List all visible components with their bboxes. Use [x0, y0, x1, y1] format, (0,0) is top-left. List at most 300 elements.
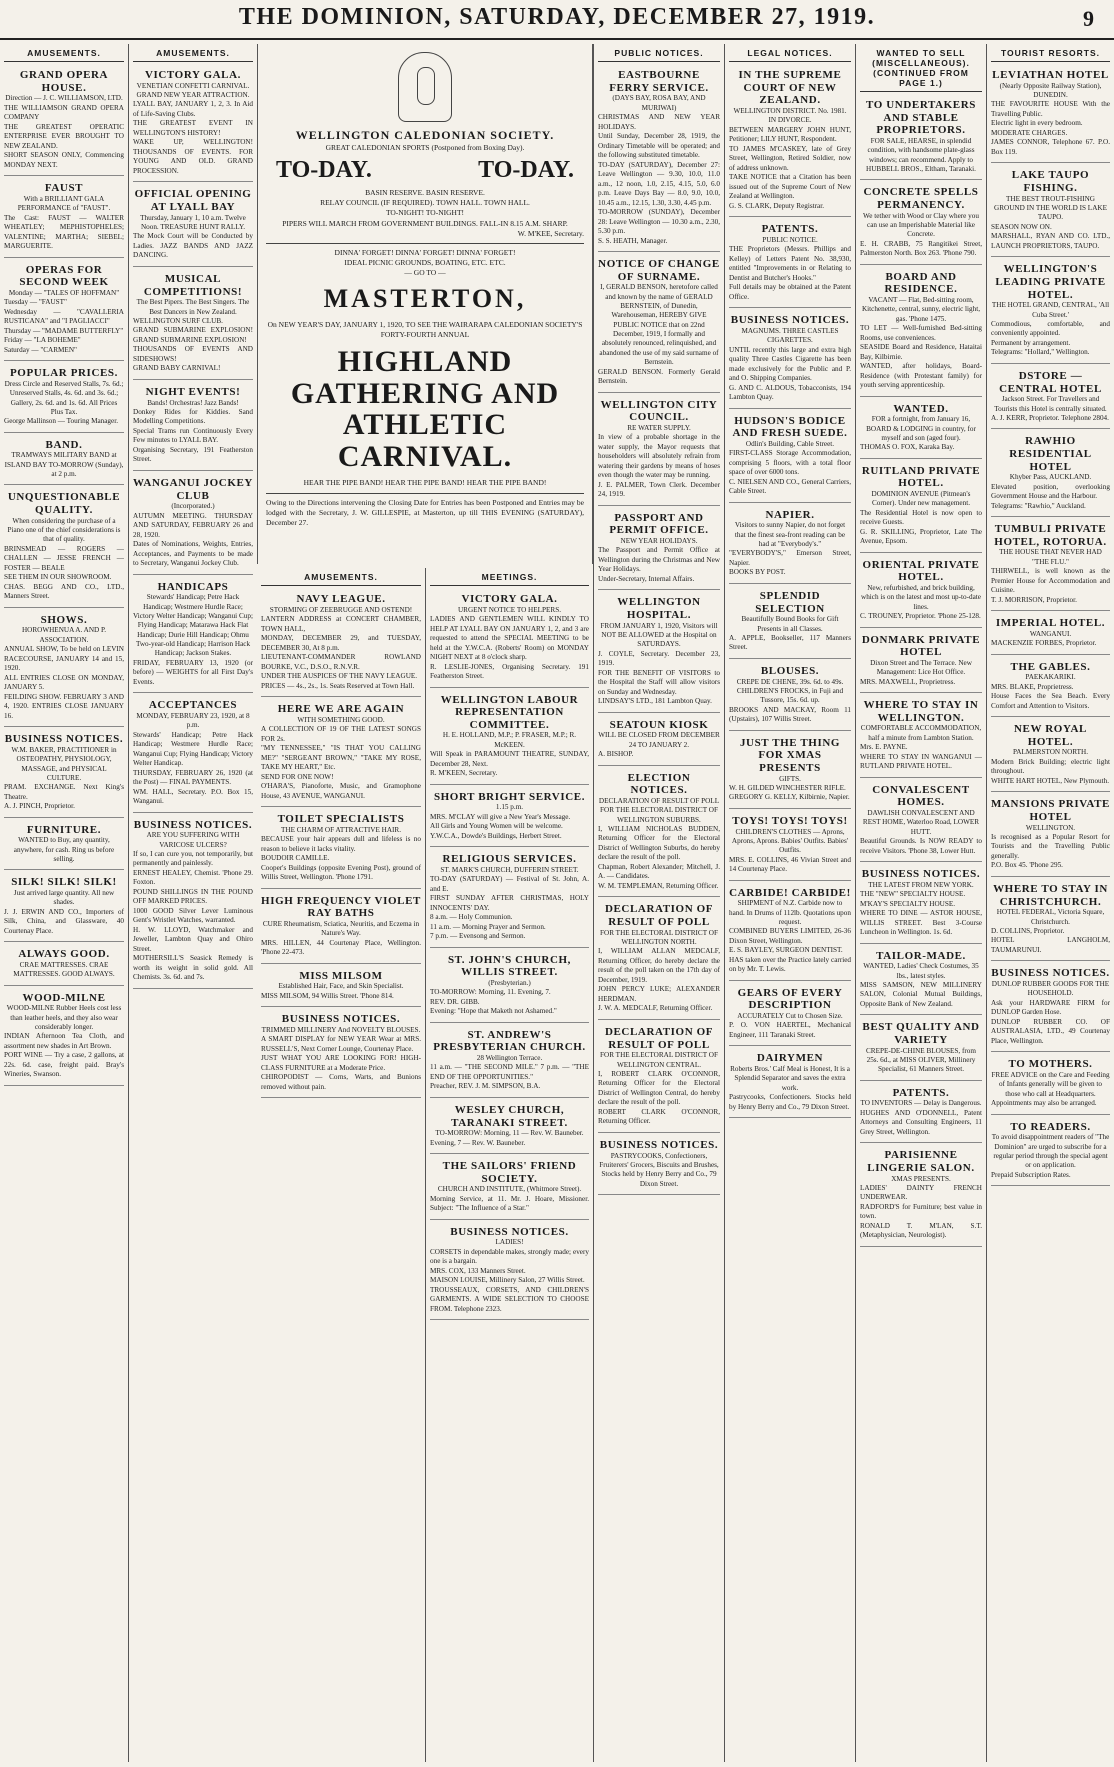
- advertisement-heading: BLOUSES.: [760, 664, 820, 677]
- advertisement-text: Chapman, Robert Alexander; Mitchell, J. A. — Candidates.: [598, 862, 720, 881]
- advertisement-heading: VICTORY GALA.: [461, 593, 558, 605]
- subcolumns-column: [425, 568, 593, 1762]
- advertisement: [4, 821, 124, 871]
- advertisement-text: If so, I can cure you, not temporarily, but permanently and painlessly.: [133, 849, 253, 868]
- advertisement-text: TO-DAY (SATURDAY) — Festival of St. John, A. and E.: [430, 875, 589, 893]
- advertisement-heading: BUSINESS NOTICES.: [450, 1225, 569, 1238]
- advertisement-text: C. TROUNEY, Proprietor. 'Phone 25-128.: [860, 612, 981, 621]
- society-crest-icon: [398, 52, 452, 122]
- advertisement: [729, 1049, 851, 1118]
- columns-column: [0, 44, 128, 1762]
- advertisement-text: S. S. HEATH, Manager.: [598, 236, 668, 245]
- advertisement-text: WELLINGTON.: [1025, 823, 1076, 832]
- advertisement-text: Evening: "Hope that Maketh not Ashamed.": [430, 1007, 557, 1016]
- advertisement-text: BOOKS BY POST.: [729, 568, 786, 577]
- page-number: 9: [1083, 6, 1094, 31]
- center-sub-columns: [257, 568, 593, 1762]
- today-banner: [276, 157, 574, 184]
- advertisement-text: WANTED to Buy, any quantity, anywhere, for cash. Ring us before selling.: [13, 836, 115, 864]
- advertisement-text: HOTEL FEDERAL, Victoria Square, Christchurch.: [996, 908, 1105, 926]
- advertisement-heading: PATENTS.: [892, 1086, 950, 1099]
- advertisement-text: FROM JANUARY 1, 1920, Visitors will NOT BE ALLOWED at the Hospital on SATURDAYS.: [600, 621, 718, 649]
- advertisement-heading: RELIGIOUS SERVICES.: [442, 853, 577, 866]
- advertisement-text: J. J. ERWIN AND CO., Importers of Silk, China, and Glassware, 40 Courtenay Place.: [4, 907, 124, 935]
- advertisement-heading: OPERAS FOR SECOND WEEK: [19, 263, 109, 289]
- advertisement-text: FIRST-CLASS Storage Accommodation, comprising 5 floors, with a total floor space of over 6000 tons.: [729, 449, 851, 477]
- dinna-forget: DINNA' FORGET! DINNA' FORGET! DINNA' FORGET!: [334, 247, 516, 257]
- advertisement-text: P.O. Box 45. 'Phone 295.: [991, 861, 1063, 870]
- advertisement: [991, 614, 1110, 655]
- advertisement-text: Y.W.C.A., Dowde's Buildings, Herbert Street.: [430, 831, 562, 840]
- advertisement-text: THURSDAY, FEBRUARY 26, 1920 (at the Post) — FINAL PAYMENTS.: [133, 768, 253, 787]
- advertisement: [430, 1026, 589, 1098]
- advertisement-text: ACCURATELY Cut to Chosen Size.: [737, 1012, 843, 1021]
- advertisement-text: (Nearly Opposite Railway Station), DUNEDIN.: [999, 81, 1102, 99]
- column-heading: MEETINGS.: [430, 570, 589, 586]
- advertisement: [991, 880, 1110, 962]
- advertisement-text: Permanent by arrangement.: [991, 338, 1071, 347]
- advertisement-heading: WANGANUI JOCKEY CLUB: [133, 476, 253, 502]
- advertisement: [860, 1018, 982, 1080]
- advertisement: [598, 900, 720, 1020]
- advertisement-heading: TUMBULI PRIVATE HOTEL, ROTORUA.: [994, 523, 1107, 548]
- advertisement-text: TO-MORROW: Morning, 11 — Rev. W. Bauneber.: [435, 1129, 584, 1138]
- advertisement-text: Jackson Street. For Travellers and Tourists this Hotel is centrally situated.: [994, 395, 1107, 413]
- advertisement-heading: CARBIDE! CARBIDE!: [729, 886, 851, 899]
- advertisement-text: Established Hair, Face, and Skin Specialist.: [278, 982, 404, 991]
- advertisement-text: (Incorporated.): [171, 502, 215, 511]
- advertisement-heading: BUSINESS NOTICES.: [861, 868, 981, 881]
- advertisement-text: MARSHALL, RYAN AND CO. LTD., LAUNCH PROPRIETORS, TAUPO.: [991, 232, 1110, 250]
- advertisement-heading: ACCEPTANCES: [148, 699, 238, 712]
- advertisement: [860, 696, 982, 778]
- advertisement-heading: EASTBOURNE FERRY SERVICE.: [609, 69, 709, 94]
- advertisement-heading: WELLINGTON CITY COUNCIL.: [600, 398, 718, 424]
- advertisement-text: 7 p.m. — Evensong and Sermon.: [430, 932, 526, 941]
- advertisement-heading: WOOD-MILNE: [22, 991, 106, 1004]
- advertisement-text: Monday — "TALES OF HOFFMAN": [8, 288, 120, 297]
- advertisement: [133, 696, 253, 812]
- advertisement-text: THOMAS O. FOX, Karaka Bay.: [860, 443, 955, 452]
- advertisement: [261, 967, 421, 1008]
- advertisement-text: G. R. SKILLING, Proprietor, Late The Avenue, Epsom.: [860, 527, 982, 546]
- divider: [266, 493, 584, 494]
- advertisement-text: R. M'KEEN, Secretary.: [430, 769, 498, 778]
- advertisement-text: J. W. A. MEDCALF, Returning Officer.: [598, 1004, 713, 1013]
- advertisement-text: Thursday, January 1, 10 a.m. Twelve Noon. TREASURE HUNT RALLY.: [140, 213, 246, 231]
- advertisement: [133, 270, 253, 380]
- advertisement-text: WITH SOMETHING GOOD.: [297, 715, 385, 724]
- advertisement: [4, 873, 124, 942]
- column-heading: AMUSEMENTS.: [133, 46, 253, 62]
- advertisement-heading: JUST THE THING FOR XMAS PRESENTS: [739, 736, 841, 774]
- advertisement-heading: RAWHIO RESIDENTIAL HOTEL: [1009, 435, 1092, 473]
- advertisement-text: I, GERALD BENSON, heretofore called and known by the name of GERALD BERNSTEIN, of Dunedin, Warehouseman, HEREBY GIVE PUBLIC NOTICE that on 22nd December, 1919, I formally and absolutely renounced, relinquished, and abandoned the use of my said surname of Bernstein.: [599, 283, 719, 367]
- pipers-line: PIPERS WILL MARCH FROM GOVERNMENT BUILDINGS. FALL-IN 8.15 A.M. SHARP.: [282, 218, 568, 228]
- advertisement-text: PASTRYCOOKS, Confectioners, Fruiterers' Grocers, Biscuits and Brushes, Stocks held by Henry Berry and Co., 79 Dixon Street.: [599, 1151, 719, 1188]
- advertisement: [598, 769, 720, 898]
- advertisement-text: WAKE UP, WELLINGTON! THOUSANDS OF EVENTS. FOR YOUNG AND OLD. GRAND PROCESSION.: [133, 138, 253, 175]
- advertisement: [991, 520, 1110, 611]
- advertisement-text: ALL ENTRIES CLOSE ON MONDAY, JANUARY 5.: [4, 673, 124, 692]
- advertisement-text: CORSETS in dependable makes, strongly made; every one is a bargain.: [430, 1247, 589, 1266]
- advertisement: [729, 220, 851, 308]
- entries-directions: Owing to the Directions intervening the Closing Date for Entries has been Postponed and Entries may be lodged with the Secretary, J. W. GILLESPIE, at Masterton, up till THIS EVENING (SATURDAY), December 27.: [266, 497, 584, 527]
- advertisement-text: Elevated position, overlooking Government House and the Harbour.: [991, 482, 1110, 501]
- advertisement-text: WHITE HART HOTEL, New Plymouth.: [991, 776, 1110, 785]
- advertisement: [598, 716, 720, 766]
- advertisement-text: House Faces the Sea Beach. Every Comfort and Attention to Visitors.: [991, 692, 1110, 710]
- advertisement-text: MRS. E. COLLINS, 46 Vivian Street and 14 Courtenay Place.: [729, 855, 851, 874]
- advertisement-text: FOR SALE, HEARSE, in splendid condition, with handsome plate-glass windows; can recommend. Apply to HUBBELL BROS., Eltham, Taranaki.: [866, 136, 976, 173]
- advertisement-text: Friday — "LA BOHEME": [4, 336, 81, 345]
- advertisement: [860, 1084, 982, 1144]
- advertisement-text: Dress Circle and Reserved Stalls, 7s. 6d.; Unreserved Stalls, 4s. 6d. and 3s. 6d.; Gallery, 2s. 6d. and 1s. 6d. All Prices Plus Tax.: [4, 379, 124, 416]
- advertisement-text: WM. HALL, Secretary. P.O. Box 15, Wanganui.: [133, 787, 253, 806]
- advertisement-text: MISS MILSOM, 94 Willis Street. 'Phone 814.: [261, 991, 394, 1000]
- advertisement-text: FRIDAY, FEBRUARY 13, 1920 (or before) — WEIGHTS for all First Day's Events.: [133, 658, 253, 686]
- advertisement-text: THE "NEW" SPECIALTY HOUSE.: [860, 890, 966, 899]
- advertisement-text: H. E. HOLLAND, M.P.; P. FRASER, M.P.; R. McKEEN.: [442, 731, 577, 749]
- advertisement-heading: SHOWS.: [40, 613, 88, 626]
- advertisement-text: SEASON NOW ON.: [991, 222, 1052, 231]
- advertisement: [991, 1118, 1110, 1187]
- advertisement: [860, 631, 982, 694]
- advertisement-heading: PATENTS.: [761, 223, 819, 236]
- advertisement-heading: SEATOUN KIOSK: [609, 718, 709, 731]
- advertisement: [598, 66, 720, 252]
- advertisement-text: (DAYS BAY, ROSA BAY, AND MURIWAI): [612, 94, 706, 112]
- advertisement-text: FOR THE ELECTORAL DISTRICT OF WELLINGTON NORTH.: [600, 928, 718, 947]
- advertisement-text: VACANT — Flat, Bed-sitting room, Kitchenette, central, sunny, electric light, gas. 'Phone 1475.: [861, 296, 981, 323]
- masterton-heading: MASTERTON,: [323, 284, 527, 314]
- advertisement-text: When considering the purchase of a Piano one of the chief considerations is that of quality.: [7, 516, 121, 544]
- column-heading: TOURIST RESORTS.: [991, 46, 1110, 62]
- advertisement: [430, 951, 589, 1023]
- advertisement-heading: PASSPORT AND PERMIT OFFICE.: [609, 511, 709, 537]
- advertisement-text: ARE YOU SUFFERING WITH VARICOSE ULCERS?: [146, 831, 240, 849]
- advertisement: [860, 947, 982, 1016]
- highland-gathering-heading: HIGHLAND GATHERING AND ATHLETIC CARNIVAL.: [290, 345, 560, 473]
- advertisement-text: THE BEST TROUT-FISHING GROUND IN THE WORLD IS LAKE TAUPO.: [994, 194, 1107, 222]
- caledonian-society-advert: [257, 44, 593, 564]
- advertisement-text: WHERE TO DINE — ASTOR HOUSE, WILLIS STREET. Best 3-Course Luncheon in Wellington. 1s. 6d.: [860, 909, 982, 937]
- advertisement-text: Electric light in every bedroom.: [991, 119, 1083, 128]
- advertisement-heading: IN THE SUPREME COURT OF NEW ZEALAND.: [738, 69, 842, 107]
- advertisement-text: CREPE DE CHENE, 39s. 6d. to 49s. CHILDREN'S FROCKS, in Fuji and Tussore, 15s. 6d. up.: [736, 677, 844, 705]
- advertisement-text: R. LESLIE-JONES, Organising Secretary. 191 Featherston Street.: [430, 662, 589, 680]
- advertisement-heading: WHERE TO STAY IN WELLINGTON.: [863, 699, 979, 724]
- advertisement-text: GREGORY G. KELLY, Kilbirnie, Napier.: [729, 793, 850, 802]
- advertisement: [598, 509, 720, 591]
- advertisement: [991, 432, 1110, 517]
- advertisement-text: Direction — J. C. WILLIAMSON, LTD.: [5, 94, 123, 103]
- advertisement: [991, 720, 1110, 792]
- advertisement: [133, 383, 253, 471]
- advertisement-text: Modern Brick Building; electric light throughout.: [991, 757, 1110, 776]
- advertisement: [729, 506, 851, 584]
- newspaper-title: THE DOMINION, SATURDAY, DECEMBER 27, 1919.: [238, 4, 876, 30]
- advertisement-text: D. COLLINS, Proprietor.: [991, 926, 1065, 935]
- advertisement-text: UNTIL recently this large and extra high quality Three Castles Cigarette has been made exclusively for the Public and P. and O. Shipping Companies.: [729, 345, 851, 382]
- advertisement-heading: WANTED.: [893, 402, 949, 415]
- advertisement-text: LINDSAY'S LTD., 181 Lambton Quay.: [598, 697, 712, 706]
- advertisement: [991, 1055, 1110, 1114]
- advertisement: [729, 587, 851, 659]
- advertisement-heading: BEST QUALITY AND VARIETY: [862, 1021, 980, 1047]
- advertisement-text: MACKENZIE FORBES, Proprietor.: [991, 639, 1097, 648]
- advertisement-heading: BUSINESS NOTICES.: [281, 1013, 401, 1025]
- advertisement-text: M'KAY'S SPECIALTY HOUSE.: [860, 899, 956, 908]
- advertisement: [991, 658, 1110, 718]
- advertisement-text: THE WILLIAMSON GRAND OPERA COMPANY: [4, 103, 124, 122]
- advertisement-heading: ST. JOHN'S CHURCH, WILLIS STREET.: [447, 953, 572, 979]
- advertisement-text: THE CHARM OF ATTRACTIVE HAIR.: [281, 825, 401, 834]
- advertisement-text: TO LET — Well-furnished Bed-sitting Rooms, use conveniences.: [860, 324, 982, 342]
- advertisement-text: A. APPLE, Bookseller, 117 Manners Street.: [729, 633, 851, 652]
- advertisement-heading: ELECTION NOTICES.: [627, 771, 691, 797]
- advertisement-text: Dates of Nominations, Weights, Entries, Acceptances, and Payments to be made to Secretary, Wanganui Jockey Club.: [133, 540, 253, 567]
- advertisement-heading: UNQUESTIONABLE QUALITY.: [7, 491, 121, 517]
- advertisement-text: THE FAVOURITE HOUSE With the Travelling Public.: [991, 100, 1110, 118]
- advertisement-text: ERNEST HEALEY, Chemist. 'Phone 29. Foxton.: [133, 868, 253, 887]
- advertisement-text: WHERE TO STAY IN WANGANUI — RUTLAND PRIVATE HOTEL.: [860, 752, 982, 771]
- advertisement: [4, 66, 124, 176]
- advertisement-text: Commodious, comfortable, and conveniently appointed.: [991, 319, 1110, 338]
- advertisement: [261, 892, 421, 964]
- advertisement-text: CHIROPODIST — Corns, Warts, and Bunions removed without pain.: [261, 1073, 421, 1091]
- society-name: WELLINGTON CALEDONIAN SOCIETY.: [295, 128, 555, 142]
- advertisement: [430, 1157, 589, 1220]
- advertisement-text: JAMES CONNOR, Telephone 67. P.O. Box 119.: [991, 138, 1110, 156]
- column-heading: WANTED TO SELL (MISCELLANEOUS). (CONTINUED FROM PAGE 1.): [860, 46, 982, 92]
- advertisement-heading: CONVALESCENT HOMES.: [872, 783, 970, 809]
- advertisement-text: REV. DR. GIBB.: [430, 997, 480, 1006]
- advertisement-text: Until Sunday, December 28, 1919, the Ordinary Timetable will be operated; and the following substituted timetable.: [598, 132, 720, 159]
- advertisement-text: A SMART DISPLAY for NEW YEAR Wear at MRS. RUSSELL'S, Next Corner Lounge, Courtenay Place.: [261, 1035, 421, 1053]
- advertisement: [430, 850, 589, 948]
- advertisement-text: W.M. BAKER, PRACTITIONER in OSTEOPATHY, PHYSIOLOGY, MASSAGE, and PHYSICAL CULTURE.: [11, 745, 117, 782]
- advertisement: [4, 945, 124, 985]
- advertisement: [860, 462, 982, 553]
- advertisement-heading: LAKE TAUPO FISHING.: [1011, 169, 1090, 194]
- advertisement-text: "EVERYBODY'S," Emerson Street, Napier.: [729, 549, 851, 567]
- advertisement-heading: TO UNDERTAKERS AND STABLE PROPRIETORS.: [866, 99, 976, 137]
- advertisement-text: Saturday — "CARMEN": [4, 345, 77, 354]
- advertisement-heading: GRAND OPERA HOUSE.: [19, 69, 109, 94]
- advertisement-text: CHRISTMAS AND NEW YEAR HOLIDAYS.: [598, 113, 720, 131]
- advertisement-text: MAGNUMS. THREE CASTLES CIGARETTES.: [741, 326, 839, 345]
- advertisement-text: Preacher, REV. J. M. SIMPSON, B.A.: [430, 1082, 541, 1091]
- advertisement-text: "MY TENNESSEE," "IS THAT YOU CALLING ME?" "SERGEANT BROWN," "TAKE MY ROSE, TAKE MY HEART," Etc.: [261, 744, 421, 771]
- advertisement-heading: WELLINGTON LABOUR REPRESENTATION COMMITTEE.: [440, 693, 579, 731]
- advertisement: [598, 1136, 720, 1195]
- advertisement-text: G. AND C. ALDOUS, Tobacconists, 194 Lambton Quay.: [729, 383, 851, 401]
- advertisement-heading: CONCRETE SPELLS PERMANENCY.: [863, 186, 979, 211]
- advertisement-heading: VICTORY GALA.: [144, 69, 242, 81]
- advertisement-heading: NIGHT EVENTS!: [145, 385, 241, 398]
- advertisement-text: PRICES — 4s., 2s., 1s. Seats Reserved at Town Hall.: [261, 681, 415, 690]
- advertisement-text: AUTUMN MEETING. THURSDAY AND SATURDAY, FEBRUARY 26 and 28, 1920.: [133, 511, 253, 539]
- new-years-date: On NEW YEAR'S DAY, JANUARY 1, 1920, TO SEE THE WAIRARAPA CALEDONIAN SOCIETY'S FORTY-FOURTH ANNUAL: [267, 320, 583, 340]
- advertisement: [860, 781, 982, 862]
- advertisement-text: A. J. PINCH, Proprietor.: [4, 802, 75, 811]
- advertisement-text: GRAND BABY CARNIVAL!: [133, 364, 221, 373]
- advertisement-text: JUST WHAT YOU ARE LOOKING FOR! HIGH-CLASS FURNITURE at a Moderate Price.: [261, 1054, 421, 1072]
- advertisement: [4, 989, 124, 1086]
- advertisement: [598, 593, 720, 712]
- advertisement-text: Visitors to sunny Napier, do not forget that the finest sea-front reading can be had at "Everybody's.": [734, 521, 846, 548]
- advertisement-text: SHORT SEASON ONLY, Commencing MONDAY NEXT.: [4, 151, 124, 169]
- advertisement-heading: TOILET SPECIALISTS: [277, 813, 405, 825]
- advertisement-text: SEASIDE Board and Residence, Hataitai Bay, Kilbirnie.: [860, 343, 982, 361]
- advertisement-text: Prepaid Subscription Rates.: [991, 1170, 1071, 1179]
- advertisement: [991, 66, 1110, 163]
- column-heading: AMUSEMENTS.: [261, 570, 421, 586]
- advertisement-text: DUNLOP RUBBER CO. OF AUSTRALASIA, LTD., 49 Courtenay Place, Wellington.: [991, 1017, 1110, 1045]
- advertisement-text: MISS SAMSON, NEW MILLINERY SALON, Colonial Mutual Buildings, Opposite Bank of New Zealand.: [860, 980, 982, 1008]
- advertisement-text: C. NIELSEN AND CO., General Carriers, Cable Street.: [729, 477, 851, 496]
- advertisement-text: Stewards' Handicap; Petre Hack Handicap; Westmere Hurdle Race; Wanganui Cup; Flying Handicap; Victory Welter Handicap.: [133, 730, 253, 768]
- advertisement-text: LANTERN ADDRESS at CONCERT CHAMBER, TOWN HALL,: [261, 615, 421, 633]
- advertisement-text: 1.15 p.m.: [495, 803, 524, 812]
- advertisement: [991, 964, 1110, 1052]
- advertisement-text: BROOKS AND MACKAY, Room 11 (Upstairs), 107 Willis Street.: [729, 705, 851, 724]
- advertisement-text: Telegrams: "Rawhio," Auckland.: [991, 501, 1086, 510]
- advertisement-text: THE GREATEST OPERATIC ENTERPRISE EVER BROUGHT TO NEW ZEALAND.: [4, 122, 124, 150]
- advertisement-text: GERALD BENSON. Formerly Gerald Bernstein.: [598, 367, 720, 386]
- advertisement: [598, 396, 720, 506]
- advertisement-text: Khyber Pass, AUCKLAND.: [1009, 473, 1092, 482]
- advertisement-text: MONDAY, FEBRUARY 23, 1920, at 8 p.m.: [136, 711, 250, 730]
- advertisement-heading: WESLEY CHURCH, TARANAKI STREET.: [451, 1103, 568, 1129]
- advertisement: [261, 810, 421, 889]
- advertisement-heading: DSTORE — CENTRAL HOTEL: [999, 369, 1102, 395]
- advertisement-heading: ST. ANDREW'S PRESBYTERIAN CHURCH.: [433, 1028, 586, 1054]
- advertisement-heading: DECLARATION OF RESULT OF POLL: [604, 903, 714, 929]
- advertisement-text: TO JAMES M'CASKEY, late of Grey Street, Wellington, Retired Soldier, now of address unknown.: [729, 144, 851, 172]
- advertisement-text: The Best Pipers. The Best Singers. The Best Dancers in New Zealand.: [136, 298, 250, 316]
- advertisement-heading: TOYS! TOYS! TOYS!: [732, 814, 848, 827]
- advertisement-text: I, WILLIAM NICHOLAS BUDDEN, Returning Officer for the Electoral District of Wellington Suburbs, do hereby declare the result of the poll.: [598, 824, 720, 862]
- advertisement-text: THOUSANDS OF EVENTS AND SIDESHOWS!: [133, 345, 253, 363]
- advertisement-text: TO INVENTORS — Delay is Dangerous.: [860, 1099, 982, 1108]
- advertisement-text: ST. MARK'S CHURCH, DUFFERIN STREET.: [440, 865, 579, 874]
- advertisement-text: Special Trams run Continuously Every Few minutes to LYALL BAY.: [133, 426, 253, 445]
- advertisement-text: The Cast: FAUST — WALTER WHEATLEY; MEPHISTOPHELES; VALENTINE; MARTHA; SIEBEL; MARGUERITE.: [4, 213, 124, 250]
- advertisement: [4, 611, 124, 727]
- advertisement-heading: DECLARATION OF RESULT OF POLL: [604, 1025, 714, 1051]
- divider: [266, 243, 584, 244]
- advertisement-text: LADIES!: [495, 1238, 524, 1247]
- advertisement-text: FREE ADVICE on the Care and Feeding of Infants generally will be given to those who call at Headquarters.: [991, 1070, 1110, 1098]
- advertisement-text: SEND FOR ONE NOW!: [261, 772, 334, 781]
- advertisement-text: WELLINGTON DISTRICT. No. 1981. IN DIVORCE.: [733, 106, 847, 125]
- advertisement-text: MAISON LOUISE, Millinery Salon, 27 Willis Street.: [430, 1276, 585, 1285]
- advertisement-text: Beautiful Grounds. Is NOW READY to receive Visitors. 'Phone 38, Lower Hutt.: [860, 837, 982, 855]
- advertisement-text: MRS. COX, 133 Manners Street.: [430, 1266, 526, 1275]
- columns-column: [855, 44, 986, 1762]
- advertisement-text: Stewards' Handicap; Petre Hack Handicap; Westmere Hurdle Race; Victory Welter Handicap; Wanganui Cup; Flying Handicap; Matarawa Hack Flat Handicap; Durie Hill Handicap; Ohmu Two-year-old Handicap; Harrison Hack Handicap; Jackson Stakes.: [133, 593, 253, 658]
- advertisement: [133, 578, 253, 694]
- advertisement-heading: SILK! SILK! SILK!: [11, 876, 117, 889]
- advertisement-text: WILL BE CLOSED FROM DECEMBER 24 TO JANUARY 2.: [598, 731, 720, 749]
- advertisement-text: Morning Service, at 11. Mr. J. Hoare, Missioner. Subject: "The Influence of a Star.": [430, 1194, 589, 1213]
- venue-line: BASIN RESERVE. BASIN RESERVE.: [365, 188, 485, 198]
- advertisement: [4, 730, 124, 818]
- advertisement-text: FOR THE BENEFIT OF VISITORS to the Hospital the Staff will allow visitors on Sunday and Wednesday.: [598, 668, 720, 696]
- advertisement-text: RE WATER SUPPLY.: [627, 423, 691, 432]
- advertisement-text: ANNUAL SHOW, To be held on LEVIN RACECOURSE, JANUARY 14 and 15, 1920.: [4, 645, 124, 673]
- advertisement-text: WANTED, Ladies' Check Costumes, 35 lbs., latest styles.: [863, 962, 979, 980]
- advertisement-text: I, ROBERT CLARK O'CONNOR, Returning Officer for the Electoral District of Wellington Central, do hereby declare the result of the poll.: [598, 1069, 720, 1107]
- advertisement-text: 1000 GOOD Silver Lever Luminous Gent's Wristlet Watches, warranted.: [133, 906, 253, 925]
- advertisement-text: A COLLECTION OF 19 OF THE LATEST SONGS FOR 2s.: [261, 725, 421, 743]
- advertisement-text: JOHN PERCY LUKE; ALEXANDER HERDMAN.: [598, 985, 720, 1003]
- advertisement-text: NEW YEAR HOLIDAYS.: [620, 536, 698, 545]
- advertisement-text: With a BRILLIANT GALA PERFORMANCE of "FAUST".: [17, 194, 111, 213]
- advertisement-text: GRAND SUBMARINE EXPLOSION! GRAND SUBMARINE EXPLOSION!: [133, 326, 253, 344]
- advertisement-text: Cooper's Buildings (opposite Evening Post), ground of Willis Street, Wellington. 'Phone 1791.: [261, 863, 421, 881]
- advertisement-heading: FAUST: [44, 182, 84, 195]
- advertisement-heading: LEVIATHAN HOTEL: [992, 69, 1109, 81]
- advertisement-text: Thursday — "MADAME BUTTERFLY": [4, 326, 124, 335]
- advertisement: [729, 662, 851, 731]
- advertisement: [430, 1101, 589, 1154]
- advertisement-text: TO-MORROW: Morning, 11. Evening, 7.: [430, 988, 551, 997]
- advertisement-text: TRIMMED MILLINERY And NOVELTY BLOUSES.: [261, 1025, 421, 1034]
- advertisement-text: All Girls and Young Women will be welcome.: [430, 822, 563, 831]
- advertisement-text: 11 a.m. — Morning Prayer and Sermon.: [430, 922, 546, 931]
- advertisement-heading: GEARS OF EVERY DESCRIPTION: [737, 986, 843, 1012]
- advertisement-text: O'HARA'S, Pianoforte, Music, and Gramophone House, 43 AVENUE, WANGANUI.: [261, 782, 421, 800]
- advertisement-text: LADIES AND GENTLEMEN WILL KINDLY TO HELP AT LYALL BAY ON JANUARY 1, 2, and 3 are requested to attend the SPECIAL MEETING to be held at the Y.W.C.A. (Roberts' Room) on MONDAY NIGHT NEXT at 8 o'clock sharp.: [430, 615, 589, 661]
- advertisement-text: Beautifully Bound Books for Gift Presents in all Classes.: [741, 615, 839, 633]
- advertisement: [430, 1223, 589, 1321]
- advertisement-text: XMAS PRESENTS.: [891, 1174, 951, 1183]
- advertisement: [4, 436, 124, 486]
- advertisement-text: GIFTS.: [779, 774, 801, 783]
- advertisement-heading: IMPERIAL HOTEL.: [995, 617, 1106, 630]
- advertisement-text: CURE Rheumatism, Sciatica, Neuritis, and Eczema in Nature's Way.: [262, 919, 420, 938]
- advertisement-text: Pastrycooks, Confectioners. Stocks held by Henry Berry and Co., 79 Dixon Street.: [729, 1093, 851, 1111]
- advertisement: [133, 474, 253, 575]
- advertisement-text: CHURCH AND INSTITUTE, (Whitmore Street).: [437, 1185, 582, 1194]
- advertisement: [4, 179, 124, 257]
- advertisement: [991, 260, 1110, 364]
- advertisement: [860, 268, 982, 397]
- sports-subtitle: GREAT CALEDONIAN SPORTS (Postponed from Boxing Day).: [325, 143, 525, 152]
- advertisement-heading: MISS MILSOM: [299, 969, 383, 982]
- advertisement-text: DOMINION AVENUE (Pitmean's Corner). Under new management.: [871, 490, 971, 508]
- advertisement: [860, 1146, 982, 1247]
- advertisement-text: PORT WINE — Try a case, 2 gallons, at 22s. 6d. case, freight paid. Bray's Wineries, Swanson.: [4, 1051, 124, 1079]
- advertisement-heading: TO READERS.: [1010, 1120, 1091, 1133]
- advertisement: [729, 412, 851, 503]
- advertisement-heading: HUDSON'S BODICE AND FRESH SUEDE.: [732, 414, 848, 440]
- advertisement-heading: HANDICAPS: [157, 580, 229, 593]
- advertisement-text: G. S. CLARK, Deputy Registrar.: [729, 201, 825, 210]
- advertisement-text: SHIPMENT of N.Z. Carbide now to hand. In Drums of 112lb. Quotations upon request.: [729, 899, 851, 926]
- advertisement-heading: HERE WE ARE AGAIN: [277, 703, 405, 715]
- advertisement: [860, 556, 982, 628]
- advertisement-text: In view of a probable shortage in the water supply, the Mayor requests that householders will absolutely refrain from watering their gardens by means of hoses even though the water may be running.: [598, 433, 720, 480]
- advertisement-text: Will Speak in PARAMOUNT THEATRE, SUNDAY, December 28, Next.: [430, 750, 589, 768]
- advertisement-text: HUGHES AND O'DONNELL, Patent Attorneys and Consulting Engineers, 11 Grey Street, Wellington.: [860, 1108, 982, 1136]
- advertisement-text: BRINSMEAD — ROGERS — CHALLEN — JESSE FRENCH — FOSTER — BEALE: [4, 544, 124, 572]
- advertisement-text: CREPE-DE-CHINE BLOUSES, from 25s. 6d., at MISS OLIVER, Millinery Specialist, 61 Manners Street.: [865, 1046, 976, 1074]
- advertisement-heading: NEW ROYAL HOTEL.: [1014, 723, 1087, 748]
